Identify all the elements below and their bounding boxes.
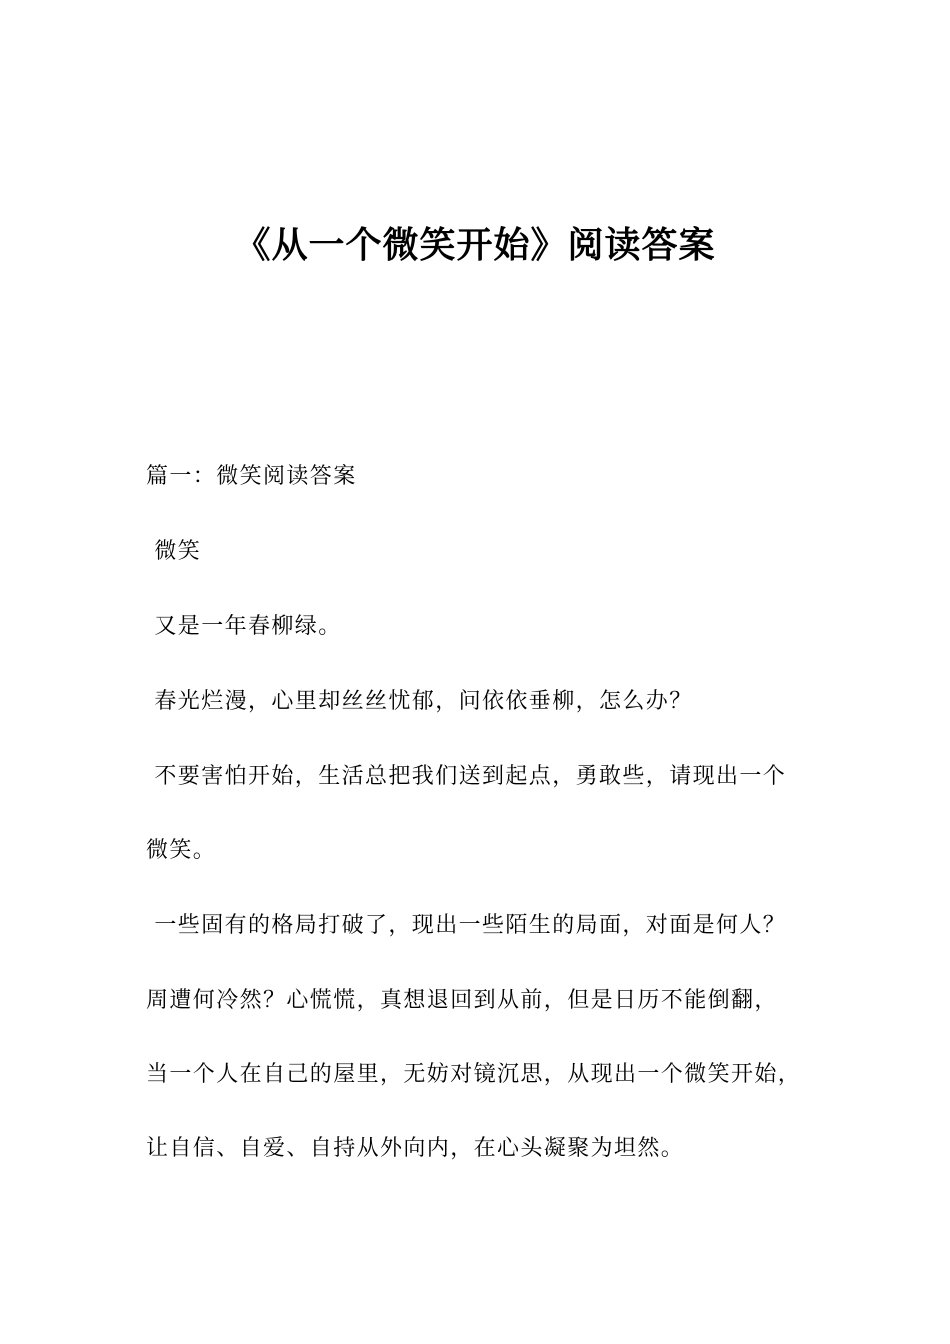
paragraph-line: 周遭何冷然？心慌慌，真想退回到从前，但是日历不能倒翻， [146, 988, 778, 1013]
document-title: 《从一个微笑开始》阅读答案 [234, 225, 716, 266]
paragraph-line: 微笑。 [146, 838, 217, 863]
poem-title: 微笑 [146, 539, 202, 564]
section-heading: 篇一：微笑阅读答案 [146, 464, 357, 489]
paragraph-line: 春光烂漫，心里却丝丝忧郁，问依依垂柳，怎么办？ [146, 689, 693, 714]
paragraph-line: 一些固有的格局打破了，现出一些陌生的局面，对面是何人？ [146, 913, 787, 938]
paragraph-line: 让自信、自爱、自持从外向内，在心头凝聚为坦然。 [146, 1136, 685, 1161]
paragraph-line: 又是一年春柳绿。 [146, 614, 342, 639]
paragraph-line: 当一个人在自己的屋里，无妨对镜沉思，从现出一个微笑开始， [146, 1062, 802, 1087]
paragraph-line: 不要害怕开始，生活总把我们送到起点，勇敢些，请现出一个 [146, 764, 787, 789]
